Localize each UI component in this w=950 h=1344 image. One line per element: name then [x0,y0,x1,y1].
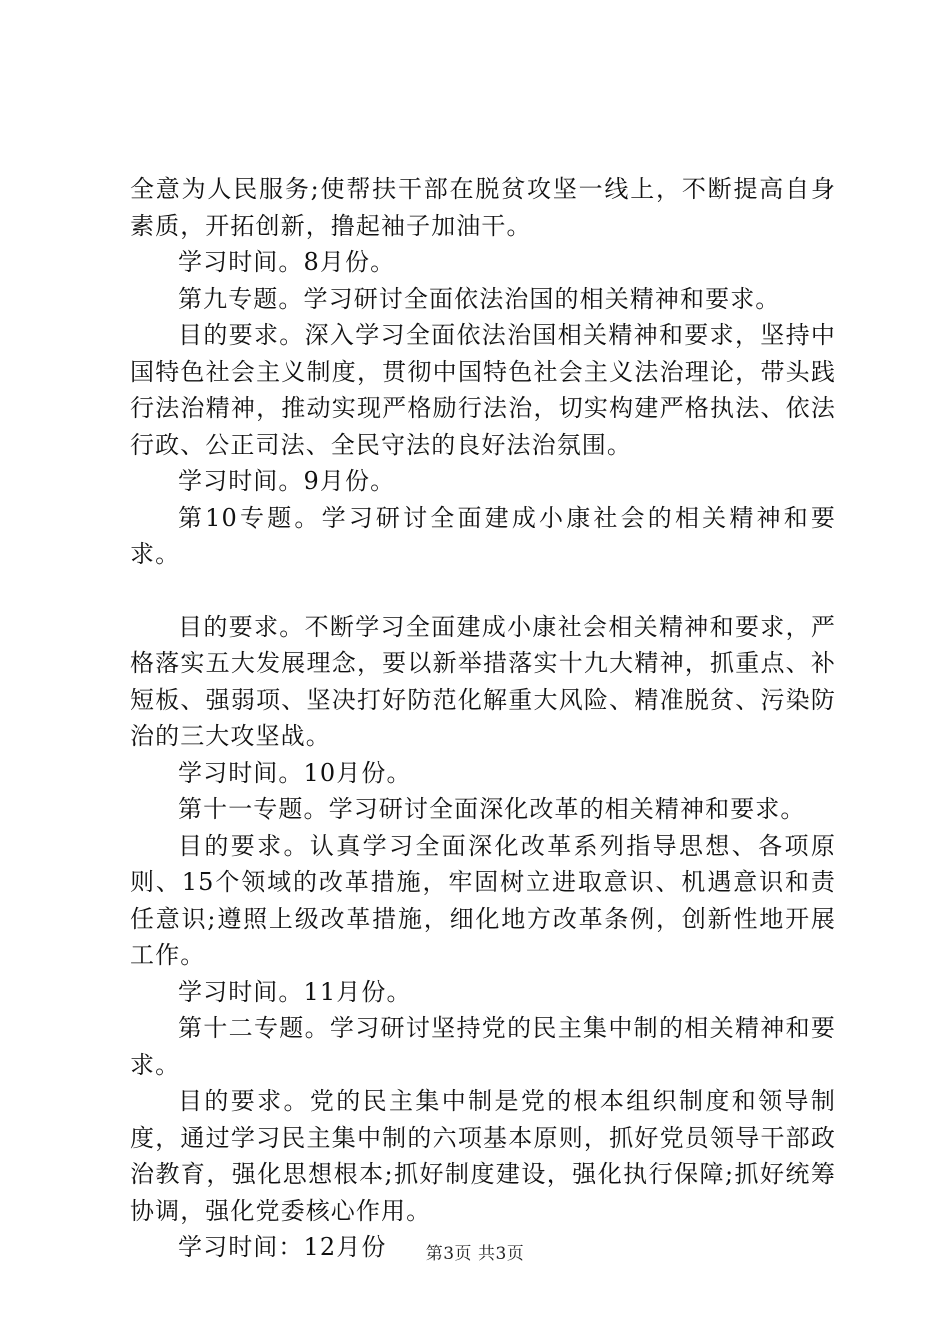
paragraph-study-time-september: 学习时间。9月份。 [178,467,396,495]
paragraph-goal-nine: 目的要求。深入学习全面依法治国相关精神和要求，坚持中国特色社会主义制度，贯彻中国特色社会主义法治理论，带头践行法治精神，推动实现严格励行法治，切实构建严格执法、依法行政、公正司法、全民守法的良好法治氛围。 [130,321,836,459]
paragraph-study-time-august: 学习时间。8月份。 [178,248,396,276]
paragraph-topic-eleven: 第十一专题。学习研讨全面深化改革的相关精神和要求。 [178,795,806,823]
page-footer: 第3页 共3页 [425,1244,525,1264]
paragraph-continuation: 全意为人民服务;使帮扶干部在脱贫攻坚一线上，不断提高自身素质，开拓创新，撸起袖子加油干。 [130,175,836,240]
paragraph-topic-twelve: 第十二专题。学习研讨坚持党的民主集中制的相关精神和要求。 [130,1014,836,1079]
paragraph-study-time-october: 学习时间。10月份。 [178,758,412,787]
paragraph-goal-ten: 目的要求。不断学习全面建成小康社会相关精神和要求，严格落实五大发展理念，要以新举措落实十九大精神，抓重点、补短板、强弱项、坚决打好防范化解重大风险、精准脱贫、污染防治的三大攻坚战。 [130,612,836,750]
paragraph-study-time-december: 学习时间：12月份 [178,1233,387,1261]
paragraph-goal-twelve: 目的要求。党的民主集中制是党的根本组织制度和领导制度，通过学习民主集中制的六项基本原则，抓好党员领导干部政治教育，强化思想根本;抓好制度建设，强化执行保障;抓好统筹协调，强化党委核心作用。 [130,1087,836,1225]
paragraph-study-time-november: 学习时间。11月份。 [178,977,412,1006]
paragraph-topic-ten: 第10专题。学习研讨全面建成小康社会的相关精神和要求。 [130,503,836,568]
document-body [130,171,836,1266]
paragraph-goal-eleven: 目的要求。认真学习全面深化改革系列指导思想、各项原则、15个领域的改革措施，牢固树立进取意识、机遇意识和责任意识;遵照上级改革措施，细化地方改革条例，创新性地开展工作。 [130,831,836,969]
paragraph-topic-nine: 第九专题。学习研讨全面依法治国的相关精神和要求。 [178,284,781,313]
